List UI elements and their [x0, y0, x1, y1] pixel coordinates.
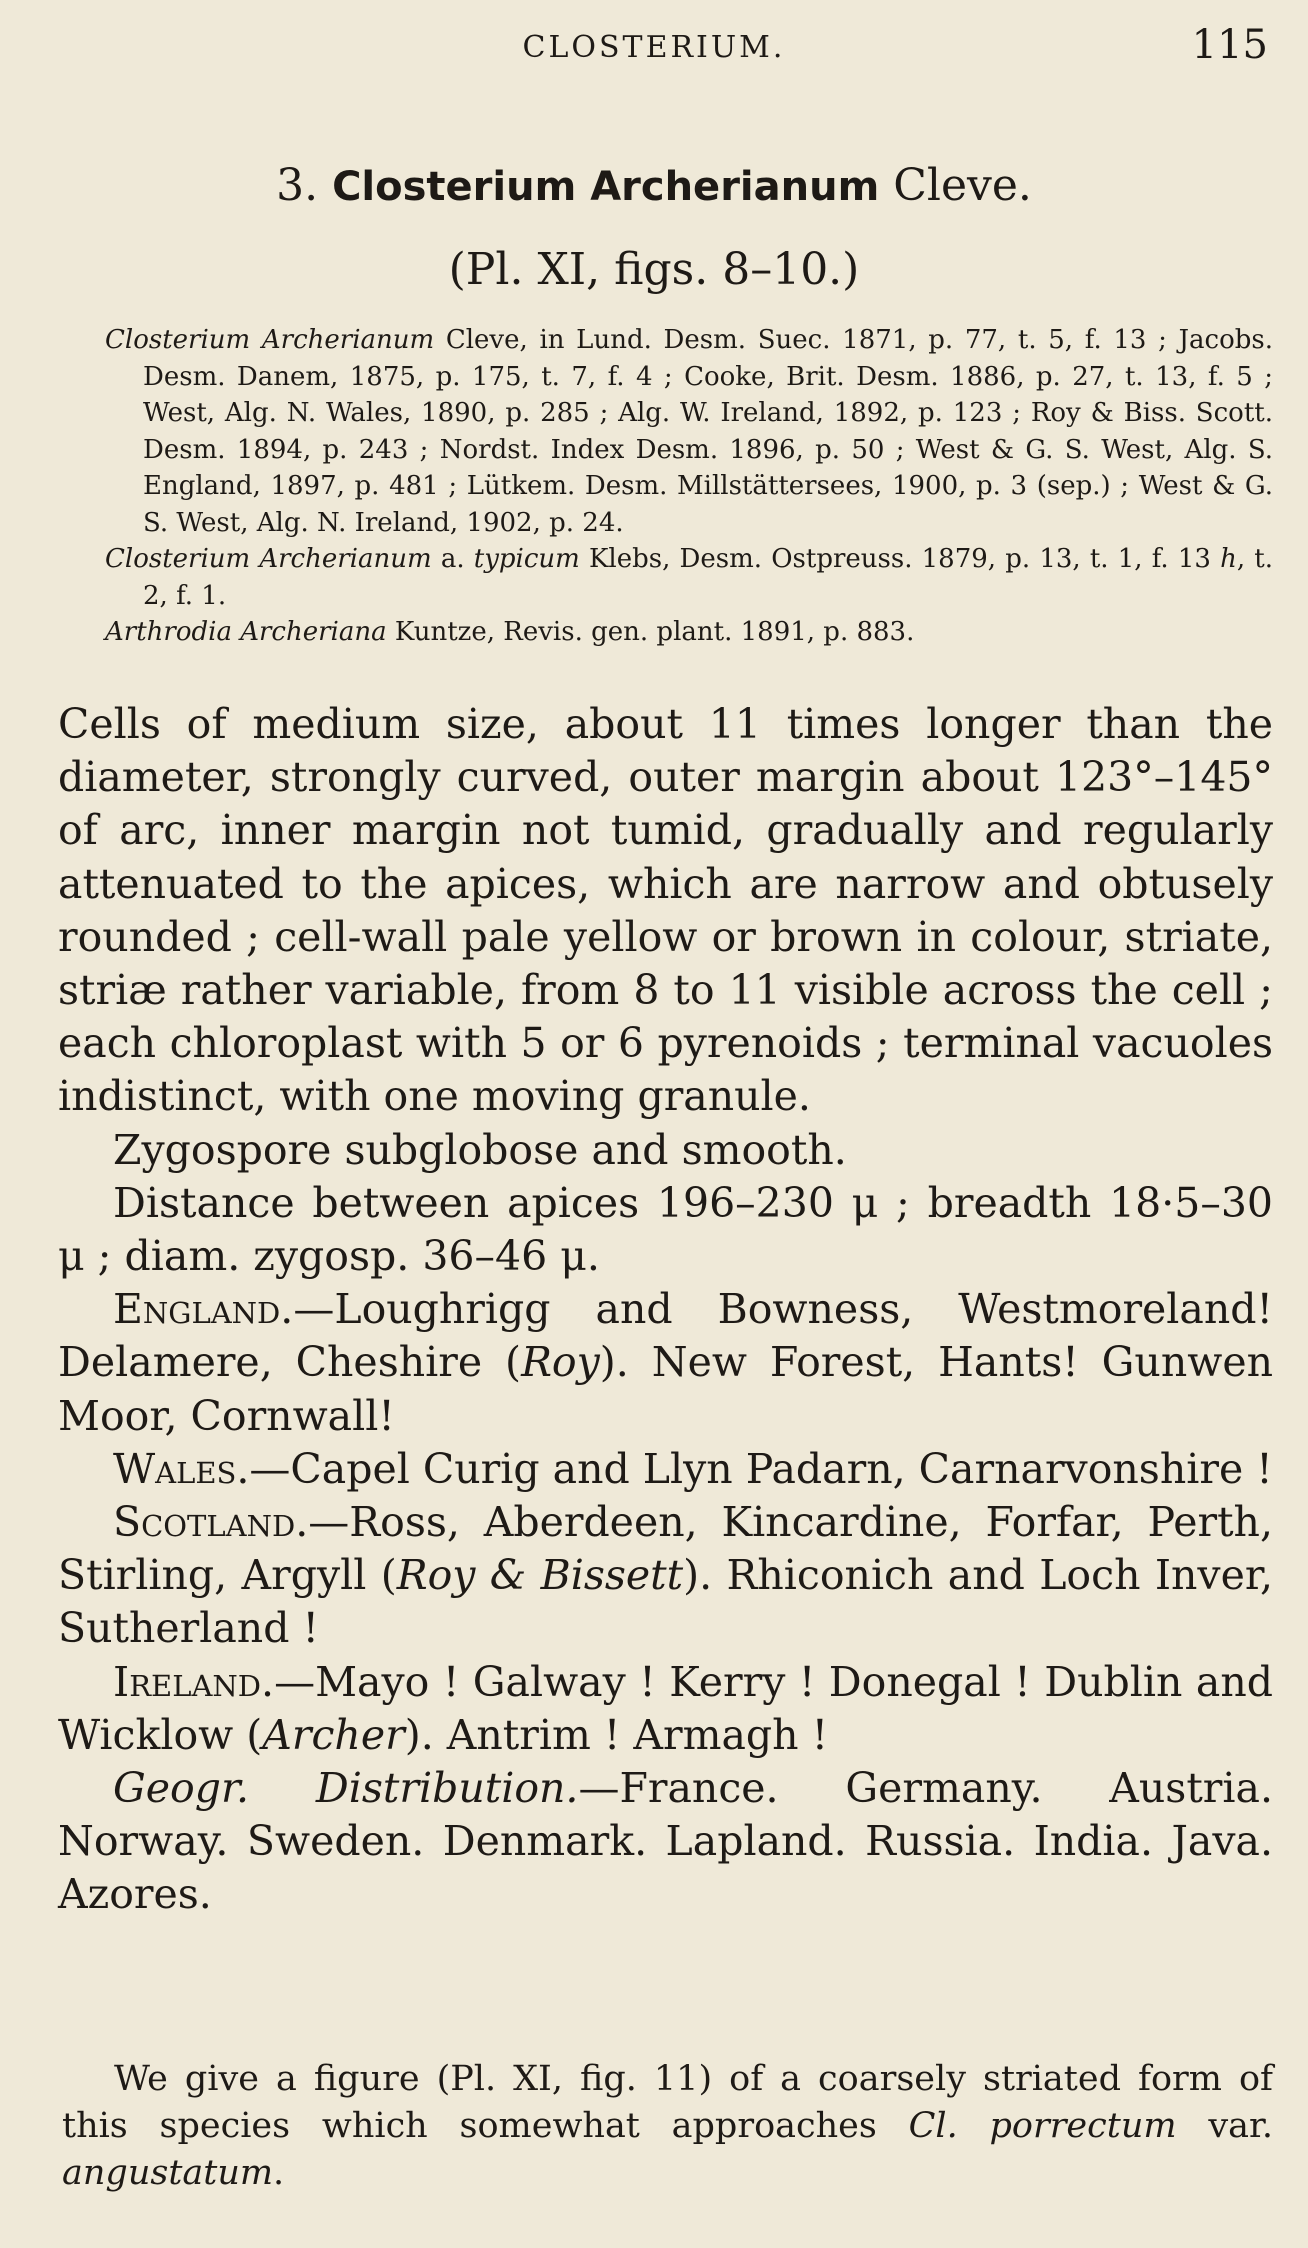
note-paragraph: [62, 2056, 1273, 2197]
running-title: CLOSTERIUM.: [522, 30, 786, 65]
countries: —France. Germany. Austria. Norway. Sweden. Denmark. Lapland. Russia. India. Java. Azores.: [58, 1764, 1273, 1919]
distribution-ireland: [58, 1656, 1273, 1762]
region-label: Ireland.: [113, 1657, 275, 1706]
distribution-wales: [58, 1443, 1273, 1496]
collector-name: Roy & Bissett: [396, 1551, 684, 1600]
note-text: var.: [1176, 2106, 1273, 2146]
localities: —Loughrigg and Bowness, Westmoreland! Delamere, Cheshire (: [58, 1285, 1273, 1387]
synonym-entry: [105, 614, 1273, 651]
synonym-taxon: Arthrodia Archeriana: [105, 617, 387, 647]
synonym-entry: [105, 322, 1273, 541]
collector-name: Roy: [521, 1338, 600, 1387]
synonymy-block: [105, 322, 1273, 651]
synonym-citations: Cleve, in Lund. Desm. Suec. 1871, p. 77, t. 5, f. 13 ; Jacobs. Desm. Danem, 1875, p. 175, t. 7, f. 4 ; Cooke, Brit. Desm. 1886, p. 27, t. 13, f. 5 ; West, Alg. N. Wales, 1890, p. 285 ; Alg. W. Ireland, 1892, p. 123 ; Roy & Biss. Scott. Desm. 1894, p. 243 ; Nordst. Index Desm. 1896, p. 50 ; West & G. S. West, Alg. S. England, 1897, p. 481 ; Lütkem. Desm. Millstättersees, 1900, p. 3 (sep.) ; West & G. S. West, Alg. N. Ireland, 1902, p. 24.: [143, 325, 1273, 538]
species-reference: Cl. porrectum: [908, 2106, 1177, 2146]
localities: ). Antrim ! Armagh !: [404, 1710, 829, 1759]
figure-note: [62, 2056, 1273, 2197]
variety-marker: a.: [431, 544, 474, 574]
localities: ). Rhiconich and Loch Inver, Sutherland !: [58, 1551, 1273, 1653]
synonym-citations: Kuntze, Revis. gen. plant. 1891, p. 883.: [386, 617, 915, 647]
region-label: Wales.: [113, 1444, 250, 1493]
localities: —Ross, Aberdeen, Kincardine, Forfar, Perth, Stirling, Argyll (: [58, 1498, 1273, 1600]
region-label: Scotland.: [113, 1498, 309, 1547]
localities: ). New Forest, Hants! Gunwen Moor, Cornwall!: [58, 1338, 1273, 1440]
region-label: Geogr. Distribution.: [113, 1764, 579, 1813]
species-heading: [0, 160, 1308, 211]
note-text: .: [273, 2153, 285, 2193]
dimensions: Distance between apices 196–230 μ ; breadth 18·5–30 μ ; diam. zygosp. 36–46 μ.: [58, 1178, 1273, 1281]
region-label: England.: [113, 1285, 294, 1334]
species-author: Cleve.: [893, 160, 1032, 211]
variety-reference: angustatum: [62, 2153, 274, 2193]
page-number: 115: [1191, 22, 1268, 68]
localities: —Mayo ! Galway ! Kerry ! Donegal ! Dublin and Wicklow (: [58, 1657, 1273, 1759]
synonym-citations-end: , t. 2, f. 1.: [143, 544, 1273, 611]
synonym-taxon: Closterium Archerianum: [105, 325, 435, 355]
geographic-distribution: [58, 1762, 1273, 1922]
synonym-citations: Klebs, Desm. Ostpreuss. 1879, p. 13, t. 1, f. 13: [579, 544, 1221, 574]
distribution-scotland: [58, 1496, 1273, 1656]
collector-name: Archer: [262, 1710, 405, 1759]
zygospore-description: Zygospore subglobose and smooth.: [113, 1125, 847, 1174]
synonym-entry: [105, 541, 1273, 614]
distribution-england: [58, 1283, 1273, 1443]
synonym-taxon: Closterium Archerianum: [105, 544, 432, 574]
species-description: [58, 698, 1273, 1922]
running-head: [0, 22, 1308, 72]
species-name: Closterium Archerianum: [332, 164, 880, 210]
note-text: We give a figure (Pl. XI, fig. 11) of a coarsely striated form of this species which somewhat approaches: [62, 2059, 1273, 2146]
plate-reference: (Pl. XI, figs. 8–10.): [448, 244, 860, 295]
species-number: 3.: [276, 160, 319, 211]
variety-name: typicum: [473, 544, 580, 574]
cell-description: Cells of medium size, about 11 times longer than the diameter, strongly curved, outer margin about 123°–145° of arc, inner margin not tumid, gradually and regularly attenuated to the apices, which are narrow and obtusely rounded ; cell-wall pale yellow or brown in colour, striate, striæ rather variable, from 8 to 11 visible across the cell ; each chloroplast with 5 or 6 pyrenoids ; terminal vacuoles indistinct, with one moving granule.: [58, 700, 1273, 1121]
figure-letter: h: [1220, 544, 1237, 574]
localities: —Capel Curig and Llyn Padarn, Carnarvonshire !: [249, 1444, 1273, 1493]
